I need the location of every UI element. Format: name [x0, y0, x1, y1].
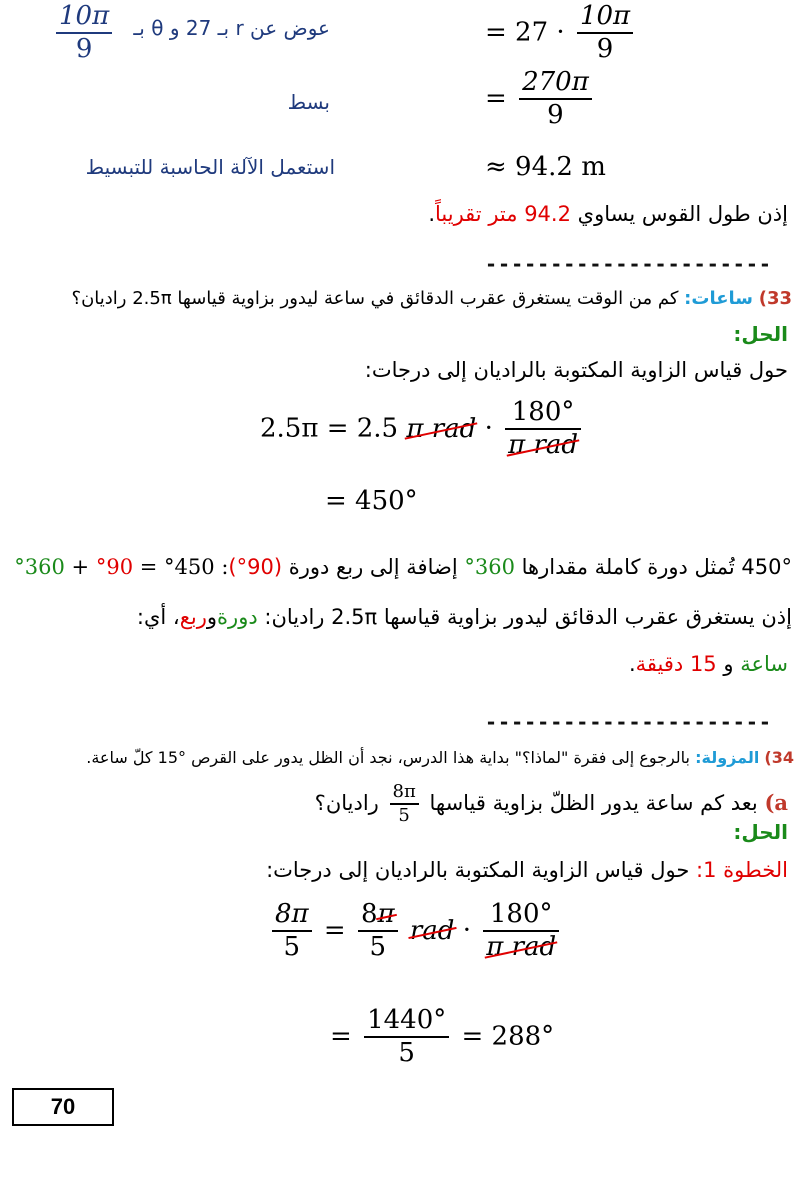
solution-label-33: الحل: [733, 322, 788, 346]
separator-2: ---------------------- [485, 710, 772, 734]
explanation-line-2: إذن يستغرق عقرب الدقائق ليدور بزاوية قياسها 2.5π راديان: دورةوربع، أي: [136, 605, 792, 629]
question-number: 33) [758, 288, 792, 309]
question-text: كم من الوقت يستغرق عقرب الدقائق في ساعة ليدور بزاوية قياسها 2.5π راديان؟ [71, 288, 679, 309]
question-34 [0, 748, 794, 767]
fraction-10pi-over-9: $\frac{10\pi}{9}$ [52, 2, 116, 65]
simplify-note: بسط [287, 90, 330, 114]
question-label: ساعات: [684, 288, 753, 309]
equation-row-3: ≈ 94.2 m [485, 152, 606, 182]
solution-label-34: الحل: [733, 820, 788, 844]
separator-1: ---------------------- [485, 252, 772, 276]
calculator-note: استعمل الآلة الحاسبة للتبسيط [85, 155, 335, 179]
page-number-box [12, 1088, 114, 1126]
question-34a: a) بعد كم ساعة يدور الظلّ بزاوية قياسها $\frac{8\pi}{5}$ راديان؟ [314, 781, 788, 826]
page-number: 70 [50, 1094, 76, 1119]
step-1: الخطوة 1: حول قياس الزاوية المكتوبة بالراديان إلى درجات: [266, 858, 788, 882]
substitute-note: عوض عن r بـ 27 و θ بـ [133, 16, 330, 40]
question-33 [2, 288, 792, 309]
question-number: 34) [764, 748, 794, 767]
explanation-line-3: ساعة و 15 دقيقة. [628, 652, 788, 676]
arc-length-conclusion: إذن طول القوس يساوي 94.2 متر تقريباً. [428, 202, 788, 226]
explanation-line-1: 450° تُمثل دورة كاملة مقدارها 360° إضافة إلى ربع دورة (90°): 450° = 90° + 360° [14, 555, 792, 579]
equation-33-line1: 2.5π = 2.5 π rad · $\frac{180^\circ}{\text{π rad}}$ [260, 398, 585, 461]
convert-step-33: حول قياس الزاوية المكتوبة بالراديان إلى درجات: [364, 358, 788, 382]
equation-34-line2: = $\frac{1440^\circ}{5}$ = 288° [330, 1005, 555, 1068]
equation-row-1: = 27 · $\frac{10\pi}{9}$ [485, 2, 637, 65]
question-text: بالرجوع إلى فقرة "لماذا؟" بداية هذا الدرس، نجد أن الظل يدور على القرص °15 كلّ ساعة. [86, 748, 690, 767]
question-label: المزولة: [695, 748, 760, 767]
equation-row-2: = $\frac{270\pi}{9}$ [485, 68, 596, 131]
equation-33-line2: = 450° [325, 486, 418, 516]
equation-34-line1: $\frac{8\pi}{5}$ = $\frac{8\pi}{5}$ rad · $\frac{180^\circ}{\text{π rad}}$ [268, 900, 563, 963]
